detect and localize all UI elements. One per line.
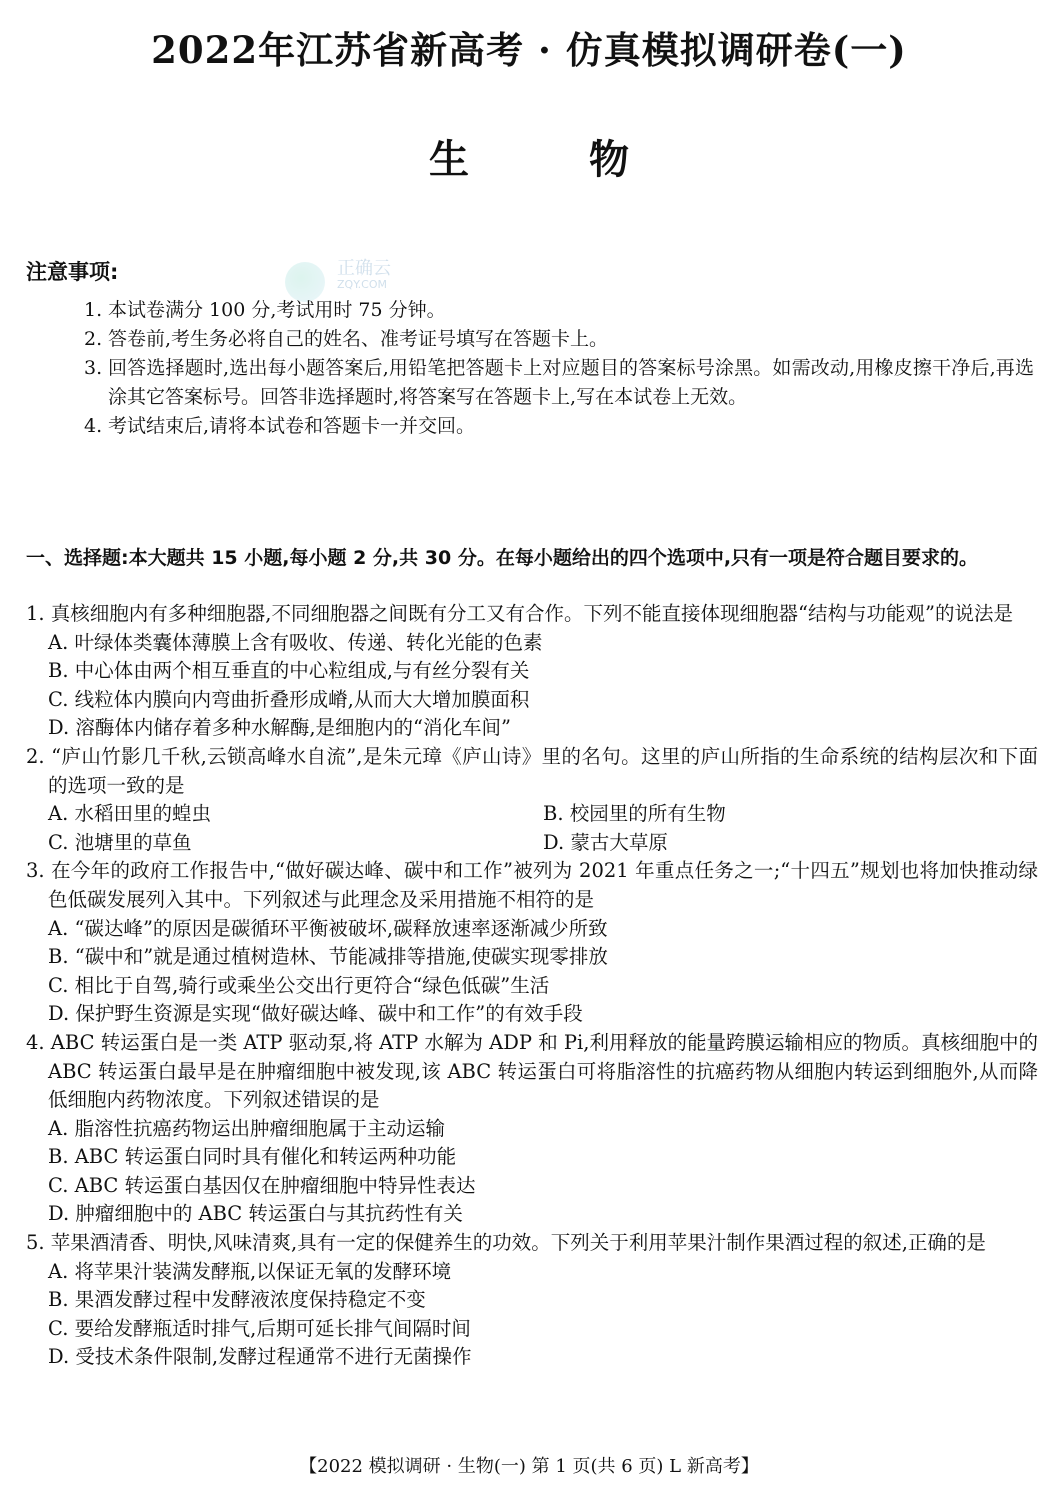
option: D. 蒙古大草原 bbox=[543, 830, 668, 854]
option: D. 受技术条件限制,发酵过程通常不进行无菌操作 bbox=[48, 1345, 472, 1369]
option-row bbox=[26, 829, 1038, 858]
subject-char-1: 生 bbox=[429, 136, 469, 183]
exam-title: 2022年江苏省新高考 · 仿真模拟调研卷(一) bbox=[151, 28, 907, 72]
option: B. ABC 转运蛋白同时具有催化和转运两种功能 bbox=[48, 1145, 457, 1169]
option: B. 中心体由两个相互垂直的中心粒组成,与有丝分裂有关 bbox=[48, 659, 530, 683]
question-stem: 5. 苹果酒清香、明快,风味清爽,具有一定的保健养生的功效。下列关于利用苹果汁制作果酒过程的叙述,正确的是 bbox=[26, 1231, 986, 1255]
question-stem: 4. ABC 转运蛋白是一类 ATP 驱动泵,将 ATP 水解为 ADP 和 Pi,利用释放的能量跨膜运输相应的物质。真核细胞中的 ABC 转运蛋白最早是在肿瘤细胞中被发现,该 ABC 转运蛋白可将脂溶性的抗癌药物从细胞内转运到细胞外,从而降低细胞内药物浓度。下列叙述错误的是 bbox=[26, 1030, 1038, 1112]
watermark-site: ZQY.COM bbox=[337, 278, 388, 291]
notice-heading: 注意事项: bbox=[26, 260, 119, 284]
notice-text: 回答选择题时,选出每小题答案后,用铅笔把答题卡上对应题目的答案标号涂黑。如需改动,用橡皮擦干净后,再选涂其它答案标号。回答非选择题时,将答案写在答题卡上,写在本试卷上无效。 bbox=[108, 357, 1034, 408]
notice-item bbox=[84, 325, 1034, 354]
question-stem: 1. 真核细胞内有多种细胞器,不同细胞器之间既有分工又有合作。下列不能直接体现细胞器“结构与功能观”的说法是 bbox=[26, 602, 1013, 625]
question-stem: 2. “庐山竹影几千秋,云锁高峰水自流”,是朱元璋《庐山诗》里的名句。这里的庐山所指的生命系统的结构层次和下面的选项一致的是 bbox=[26, 744, 1038, 797]
option: D. 溶酶体内储存着多种水解酶,是细胞内的“消化车间” bbox=[48, 716, 511, 740]
notice-text: 本试卷满分 100 分,考试用时 75 分钟。 bbox=[108, 299, 446, 321]
question-stem: 3. 在今年的政府工作报告中,“做好碳达峰、碳中和工作”被列为 2021 年重点任务之一;“十四五”规划也将加快推动绿色低碳发展列入其中。下列叙述与此理念及采用措施不相符的是 bbox=[26, 859, 1038, 911]
notice-number: 3. bbox=[84, 357, 103, 379]
question-list bbox=[26, 600, 1038, 1372]
notice-list bbox=[84, 296, 1034, 441]
option: C. 相比于自驾,骑行或乘坐公交出行更符合“绿色低碳”生活 bbox=[48, 973, 550, 997]
option: B. 校园里的所有生物 bbox=[543, 802, 726, 826]
notice-item bbox=[84, 412, 1034, 441]
notice-number: 2. bbox=[84, 328, 103, 350]
watermark-name: 正确云 bbox=[337, 258, 391, 279]
option: A. 水稻田里的蝗虫 bbox=[48, 802, 211, 826]
notice-text: 考试结束后,请将本试卷和答题卡一并交回。 bbox=[108, 415, 476, 437]
notice-item bbox=[84, 354, 1034, 412]
section-heading: 一、选择题:本大题共 15 小题,每小题 2 分,共 30 分。在每小题给出的四个选项中,只有一项是符合题目要求的。 bbox=[26, 547, 979, 569]
option: C. 池塘里的草鱼 bbox=[48, 830, 192, 854]
option: B. 果酒发酵过程中发酵液浓度保持稳定不变 bbox=[48, 1288, 426, 1312]
notice-number: 4. bbox=[84, 415, 103, 437]
option: D. 保护野生资源是实现“做好碳达峰、碳中和工作”的有效手段 bbox=[48, 1002, 583, 1026]
notice-text: 答卷前,考生务必将自己的姓名、准考证号填写在答题卡上。 bbox=[108, 328, 609, 350]
notice-number: 1. bbox=[84, 299, 103, 321]
option: A. “碳达峰”的原因是碳循环平衡被破坏,碳释放速率逐渐减少所致 bbox=[48, 916, 608, 940]
option: A. 将苹果汁装满发酵瓶,以保证无氧的发酵环境 bbox=[48, 1259, 452, 1283]
option-row bbox=[26, 800, 1038, 829]
option: C. ABC 转运蛋白基因仅在肿瘤细胞中特异性表达 bbox=[48, 1173, 476, 1197]
notice-item bbox=[84, 296, 1034, 325]
option: C. 要给发酵瓶适时排气,后期可延长排气间隔时间 bbox=[48, 1316, 471, 1340]
option: B. “碳中和”就是通过植树造林、节能减排等措施,使碳实现零排放 bbox=[48, 945, 608, 969]
page-footer: 【2022 模拟调研 · 生物(一) 第 1 页(共 6 页) L 新高考】 bbox=[299, 1456, 759, 1477]
option: A. 脂溶性抗癌药物运出肿瘤细胞属于主动运输 bbox=[48, 1116, 445, 1140]
option: A. 叶绿体类囊体薄膜上含有吸收、传递、转化光能的色素 bbox=[48, 630, 543, 654]
option: C. 线粒体内膜向内弯曲折叠形成嵴,从而大大增加膜面积 bbox=[48, 687, 530, 711]
option: D. 肿瘤细胞中的 ABC 转运蛋白与其抗药性有关 bbox=[48, 1202, 463, 1226]
subject-char-2: 物 bbox=[589, 136, 629, 183]
subject-title bbox=[0, 128, 1058, 185]
